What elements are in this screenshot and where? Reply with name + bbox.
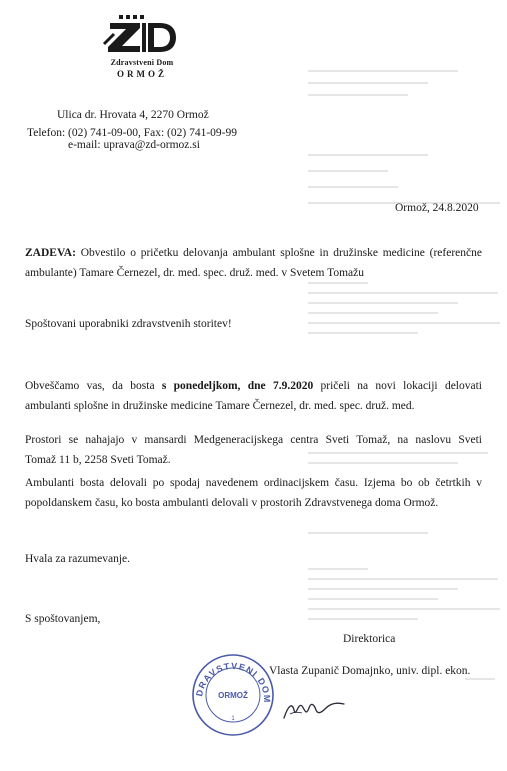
logo-name-line: Zdravstveni Dom — [110, 58, 174, 67]
thanks-line: Hvala za razumevanje. — [25, 553, 131, 565]
subject-label: ZADEVA: — [25, 247, 76, 259]
subject-line-1 — [25, 243, 482, 263]
header-phone-fax: Telefon: (02) 741-09-00, Fax: (02) 741-09-99 — [27, 127, 237, 139]
header-address: Ulica dr. Hrovata 4, 2270 Ormož — [57, 109, 209, 121]
paragraph1-line-1 — [25, 376, 482, 396]
stamp-top-text: DRAVSTVENI DOM — [194, 660, 273, 704]
signature-icon — [278, 688, 368, 728]
subject-text-1: Obvestilo o pričetku delovanja ambulant splošne in družinske medicine (referenčne — [80, 247, 482, 259]
handwritten-signature — [278, 688, 368, 728]
greeting: Spoštovani uporabniki zdravstvenih storitev! — [25, 318, 232, 330]
paragraph1-post: pričeli na novi lokaciji delovati — [313, 380, 482, 392]
official-stamp — [190, 652, 276, 738]
signatory-title: Direktorica — [343, 633, 396, 645]
paragraph1-line-2: ambulanti splošne in družinske medicine Tamare Černezel, dr. med. spec. druž. med. — [25, 400, 415, 412]
paragraph3-line-1: Ambulanti bosta delovali po spodaj navedenem ordinacijskem času. Izjema bo ob četrtkih v — [25, 477, 482, 489]
paragraph2-line-1: Prostori se nahajajo v mansardi Medgeneracijskega centra Sveti Tomaž, na naslovu Sveti — [25, 434, 482, 446]
closing-line: S spoštovanjem, — [25, 613, 101, 625]
document-date: Ormož, 24.8.2020 — [395, 202, 479, 214]
stamp-number: 1 — [231, 716, 235, 722]
logo-city-line: ORMOŽ — [117, 69, 167, 79]
paragraph-new-location — [25, 376, 482, 416]
paragraph2-line-2: Tomaž 11 b, 2258 Sveti Tomaž. — [25, 454, 171, 466]
paragraph-hours — [25, 473, 482, 513]
signatory-name: Vlasta Zupanič Domajnko, univ. dipl. ekon. — [269, 665, 471, 677]
stamp-seal-icon — [190, 652, 276, 738]
paragraph1-pre: Obveščamo vas, da bosta — [25, 380, 162, 392]
paragraph-premises — [25, 430, 482, 470]
header-email: e-mail: uprava@zd-ormoz.si — [68, 139, 200, 151]
subject-block — [25, 243, 482, 283]
subject-text-2: ambulante) Tamare Černezel, dr. med. spec. druž. med. v Svetem Tomažu — [25, 267, 365, 279]
zd-logo-mark-icon — [100, 14, 184, 58]
stamp-center-text: ORMOŽ — [218, 691, 248, 700]
zd-ormoz-logo — [100, 14, 180, 84]
paragraph3-line-2: popoldanskem času, ko bosta ambulanti delovali v prostorih Zdravstvenega doma Ormož. — [25, 497, 439, 509]
start-date: s ponedeljkom, dne 7.9.2020 — [161, 380, 314, 392]
